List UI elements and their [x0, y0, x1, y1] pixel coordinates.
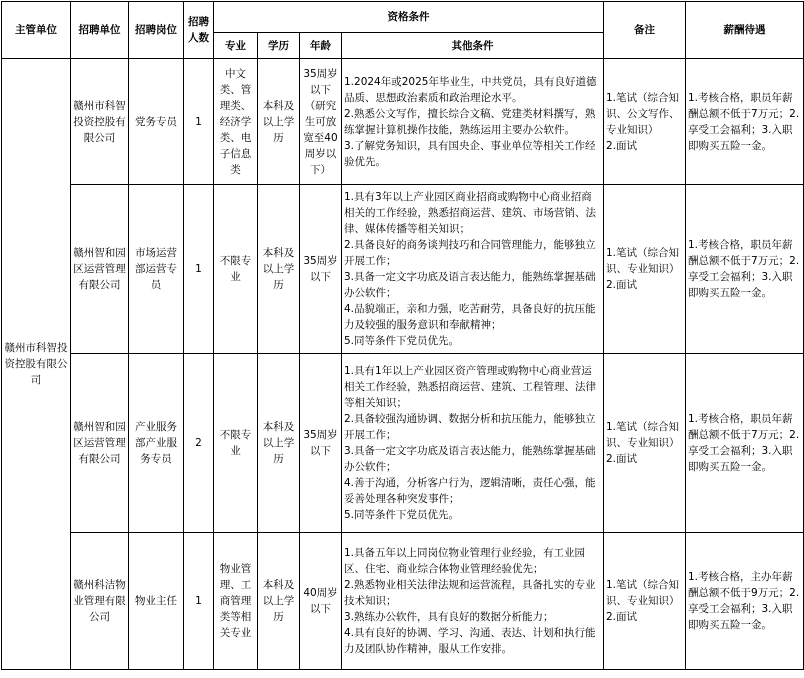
header-major: 专业 [214, 33, 258, 59]
major-cell: 物业管理、工商管理类等相关专业 [214, 533, 258, 670]
recruitment-table [1, 1, 804, 670]
age-cell: 35周岁以下 [300, 185, 342, 354]
conditions-cell [342, 354, 604, 533]
remark-line: 2.面试 [606, 279, 638, 291]
condition-line: 2.熟悉公文写作，擅长综合文稿、党建类材料撰写，熟练掌握计算机操作技能，熟练运用主要办公软件。 [344, 107, 596, 136]
header-education: 学历 [258, 33, 300, 59]
condition-line: 1.具备五年以上同岗位物业管理行业经验，有工业园区、住宅、商业综合体物业管理经验优先； [344, 547, 586, 575]
header-headcount: 招聘人数 [184, 2, 214, 59]
salary-cell [686, 354, 804, 533]
position-cell: 市场运营部运营专员 [129, 185, 184, 354]
headcount-cell: 1 [184, 185, 214, 354]
condition-line: 2.具备良好的商务谈判技巧和合同管理能力，能够独立开展工作； [344, 239, 596, 267]
recruiting-unit-cell: 赣州市科智投资控股有限公司 [71, 59, 129, 185]
condition-line: 3.熟练办公软件，具有良好的数据分析能力； [344, 611, 554, 623]
headcount-cell: 2 [184, 354, 214, 533]
recruiting-unit-cell: 赣州智和园区运营管理有限公司 [71, 354, 129, 533]
header-remarks: 备注 [604, 2, 686, 59]
condition-line: 3.具备一定文字功底及语言表达能力，能熟练掌握基础办公软件； [344, 445, 596, 473]
age-cell: 35周岁以下（研究生可放宽至40周岁以下） [300, 59, 342, 185]
remarks-cell [604, 354, 686, 533]
condition-line: 1.具有1年以上产业园区资产管理或购物中心商业营运相关工作经验，熟悉招商运营、建筑、工程管理、法律等相关知识； [344, 365, 596, 409]
headcount-cell: 1 [184, 59, 214, 185]
condition-line: 4.品貌端正，亲和力强，吃苦耐劳，具备良好的抗压能力及较强的服务意识和奉献精神； [344, 303, 596, 331]
remarks-cell [604, 533, 686, 670]
remark-line: 1.笔试（综合知识、专业知识） [606, 247, 680, 275]
salary-line: 1.考核合格，职员年薪酬总额不低于7万元；2.享受工会福利；3.入职即购买五险一金。 [688, 413, 800, 473]
table-row [2, 533, 804, 670]
condition-line: 1.具有3年以上产业园区商业招商或购物中心商业招商相关的工作经验，熟悉招商运营、建筑、市场营销、法律、媒体传播等相关知识； [344, 191, 596, 235]
condition-line: 5.同等条件下党员优先。 [344, 509, 460, 521]
headcount-cell: 1 [184, 533, 214, 670]
header-age: 年龄 [300, 33, 342, 59]
conditions-cell [342, 533, 604, 670]
condition-line: 3.了解党务知识，具有国央企、事业单位等相关工作经验优先。 [344, 139, 596, 168]
salary-line: 1.考核合格，职员年薪酬总额不低于7万元；2.享受工会福利；3.入职即购买五险一金。 [688, 91, 800, 152]
condition-line: 4.具有良好的协调、学习、沟通、表达、计划和执行能力及团队协作精神，服从工作安排。 [344, 627, 596, 655]
header-row-1 [2, 2, 804, 33]
header-supervising-unit: 主管单位 [2, 2, 71, 59]
condition-line: 3.具备一定文字功底及语言表达能力，能熟练掌握基础办公软件； [344, 271, 596, 299]
header-recruiting-unit: 招聘单位 [71, 2, 129, 59]
table-row [2, 354, 804, 533]
supervising-unit-cell: 赣州市科智投资控股有限公司 [2, 59, 71, 670]
position-cell: 产业服务部产业服务专员 [129, 354, 184, 533]
header-other-conditions: 其他条件 [342, 33, 604, 59]
remark-line: 1.笔试（综合知识、公文写作、专业知识） [606, 91, 680, 136]
condition-line: 2.熟悉物业相关法律法规和运营流程，具备扎实的专业技术知识； [344, 579, 596, 607]
education-cell: 本科及以上学历 [258, 185, 300, 354]
age-cell: 40周岁以下 [300, 533, 342, 670]
condition-line: 1.2024年或2025年毕业生，中共党员，具有良好道德品质、思想政治素质和政治理论水平。 [344, 75, 597, 104]
remarks-cell [604, 185, 686, 354]
condition-line: 4.善于沟通，分析客户行为，逻辑清晰，责任心强，能妥善处理各种突发事件； [344, 477, 596, 505]
salary-cell [686, 533, 804, 670]
header-qualifications: 资格条件 [214, 2, 604, 33]
table-row [2, 59, 804, 185]
education-cell: 本科及以上学历 [258, 59, 300, 185]
condition-line: 2.具备较强沟通协调、数据分析和抗压能力，能够独立开展工作； [344, 413, 596, 441]
salary-line: 1.考核合格，职员年薪酬总额不低于7万元；2.享受工会福利；3.入职即购买五险一金。 [688, 239, 800, 299]
major-cell: 不限专业 [214, 185, 258, 354]
education-cell: 本科及以上学历 [258, 533, 300, 670]
condition-line: 5.同等条件下党员优先。 [344, 335, 460, 347]
remark-line: 2.面试 [606, 611, 638, 623]
salary-line: 1.考核合格，主办年薪酬总额不低于9万元；2.享受工会福利；3.入职即购买五险一金。 [688, 571, 800, 631]
education-cell: 本科及以上学历 [258, 354, 300, 533]
major-cell: 不限专业 [214, 354, 258, 533]
age-cell: 35周岁以下 [300, 354, 342, 533]
table-row [2, 185, 804, 354]
position-cell: 物业主任 [129, 533, 184, 670]
recruiting-unit-cell: 赣州科洁物业管理有限公司 [71, 533, 129, 670]
header-position: 招聘岗位 [129, 2, 184, 59]
remark-line: 1.笔试（综合知识、专业知识） [606, 579, 680, 607]
remarks-cell [604, 59, 686, 185]
salary-cell [686, 185, 804, 354]
conditions-cell [342, 185, 604, 354]
header-salary: 薪酬待遇 [686, 2, 804, 59]
recruiting-unit-cell: 赣州智和园区运营管理有限公司 [71, 185, 129, 354]
position-cell: 党务专员 [129, 59, 184, 185]
conditions-cell [342, 59, 604, 185]
remark-line: 1.笔试（综合知识、专业知识） [606, 421, 680, 449]
remark-line: 2.面试 [606, 139, 638, 152]
remark-line: 2.面试 [606, 453, 638, 465]
major-cell: 中文类、管理类、经济学类、电子信息类 [214, 59, 258, 185]
salary-cell [686, 59, 804, 185]
